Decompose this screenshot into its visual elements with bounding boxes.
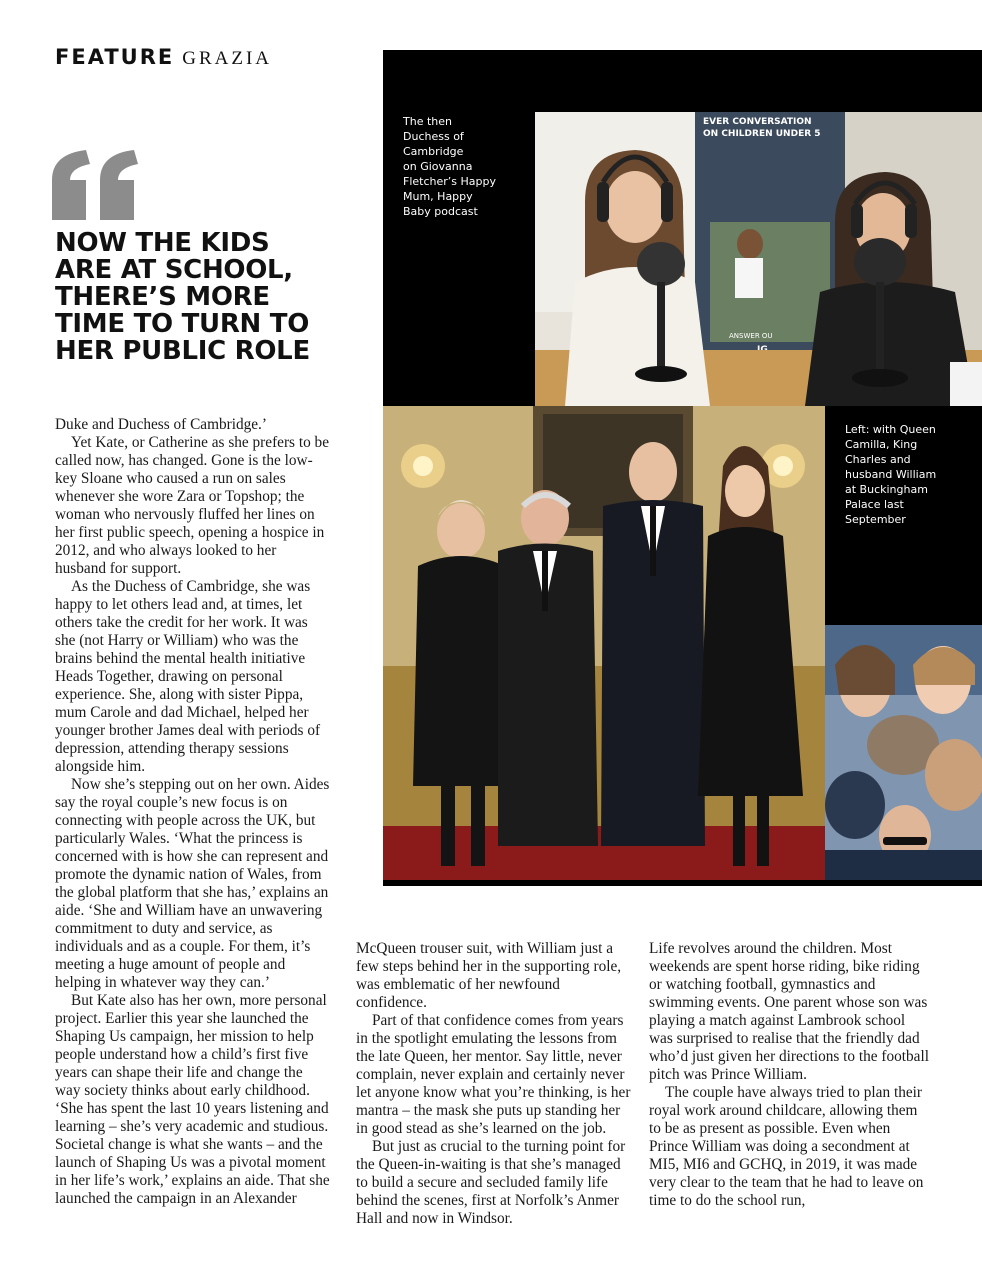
paragraph: Duke and Duchess of Cambridge.’ [55,416,267,433]
paragraph: As the Duchess of Cambridge, she was happy to let others lead and, at times, let others take the credit for her work. It was she (not Harry or William) who was the brains behind the mental health initiative Heads Together, drawing on personal experience. She, along with sister Pippa, mum Carole and dad Michael, helped her younger brother James deal with periods of depression, attending therapy sessions alongside him. [55,578,321,775]
magazine-name: GRAZIA [182,48,272,69]
article-column-1 [55,416,331,1208]
paragraph: Yet Kate, or Catherine as she prefers to be called now, has changed. Gone is the low-key Sloane who caused a run on sales whenever she wore Zara or Topshop; the woman who nervously fluffed her lines on her first public speech, opening a hospice in 2012, and who always looked to her husband for support. [55,434,329,577]
poster-text-3: ANSWER OU [729,332,773,340]
article-column-3 [649,940,931,1210]
crowd-photo [825,625,982,880]
poster-text-2: ON CHILDREN UNDER 5 [703,129,821,139]
palace-photo [383,406,825,880]
pull-quote-line: NOW THE KIDS [55,228,270,258]
pull-quote-line: THERE’S MORE [55,282,270,312]
article-column-2 [356,940,634,1228]
poster-text-1: EVER CONVERSATION [703,117,812,127]
quotation-mark-icon [52,150,138,220]
paragraph: But just as crucial to the turning point for the Queen-in-waiting is that she’s managed to build a secure and secluded family life behind the scenes, first at Norfolk’s Anmer Hall and now in Windsor. [356,1138,626,1227]
section-header [55,45,272,70]
paragraph: But Kate also has her own, more personal project. Earlier this year she launched the Shaping Us campaign, her mission to help people understand how a child’s first five years can shape their life and change the way society thinks about early childhood. ‘She has spent the last 10 years listening and learning – she’s very academic and studious. Societal change is what she wants – and the launch of Shaping Us was a pivotal moment in her life’s work,’ explains an aide. That she launched the campaign in an Alexander [55,992,330,1207]
section-label: FEATURE [55,45,175,69]
pull-quote-line: HER PUBLIC ROLE [55,336,310,366]
pull-quote [55,230,375,365]
paragraph: McQueen trouser suit, with William just a few steps behind her in the supporting role, was emblematic of her newfound confidence. [356,940,622,1011]
paragraph: Life revolves around the children. Most weekends are spent horse riding, bike riding or watching football, gymnastics and swimming events. One parent whose son was playing a match against Lambrook school was surprised to realise that the friendly dad who’d just given her directions to the football pitch was Prince William. [649,940,929,1083]
pull-quote-line: ARE AT SCHOOL, [55,255,293,285]
pull-quote-line: TIME TO TURN TO [55,309,310,339]
palace-caption: Left: with Queen Camilla, King Charles and husband William at Buckingham Palace last September [845,423,937,526]
paragraph: Now she’s stepping out on her own. Aides say the royal couple’s new focus is on connecting with people across the UK, but particularly Wales. ‘What the princess is concerned with is how she can represent and promote the dynamic nation of Wales, from the global platform that she has,’ explains an aide. ‘She and William have an unwavering commitment to duty and service, as individuals and as a couple. For them, it’s meeting a huge amount of people and helping in whatever way they can.’ [55,776,330,991]
paragraph: The couple have always tried to plan their royal work around childcare, allowing them to be as present as possible. Even when Prince William was doing a secondment at MI5, MI6 and GCHQ, in 2019, it was made very clear to the team that he had to leave on time to do the school run, [649,1084,924,1209]
paragraph: Part of that confidence comes from years in the spotlight emulating the lessons from the late Queen, her mentor. Say little, never complain, never explain and certainly never let anyone know what you’re thinking, is her mantra – the mask she puts up standing her in good stead as she’s learned on the job. [356,1012,631,1137]
podcast-photo [535,112,982,406]
podcast-caption: The then Duchess of Cambridge on Giovanna Fletcher’s Happy Mum, Happy Baby podcast [403,115,496,218]
